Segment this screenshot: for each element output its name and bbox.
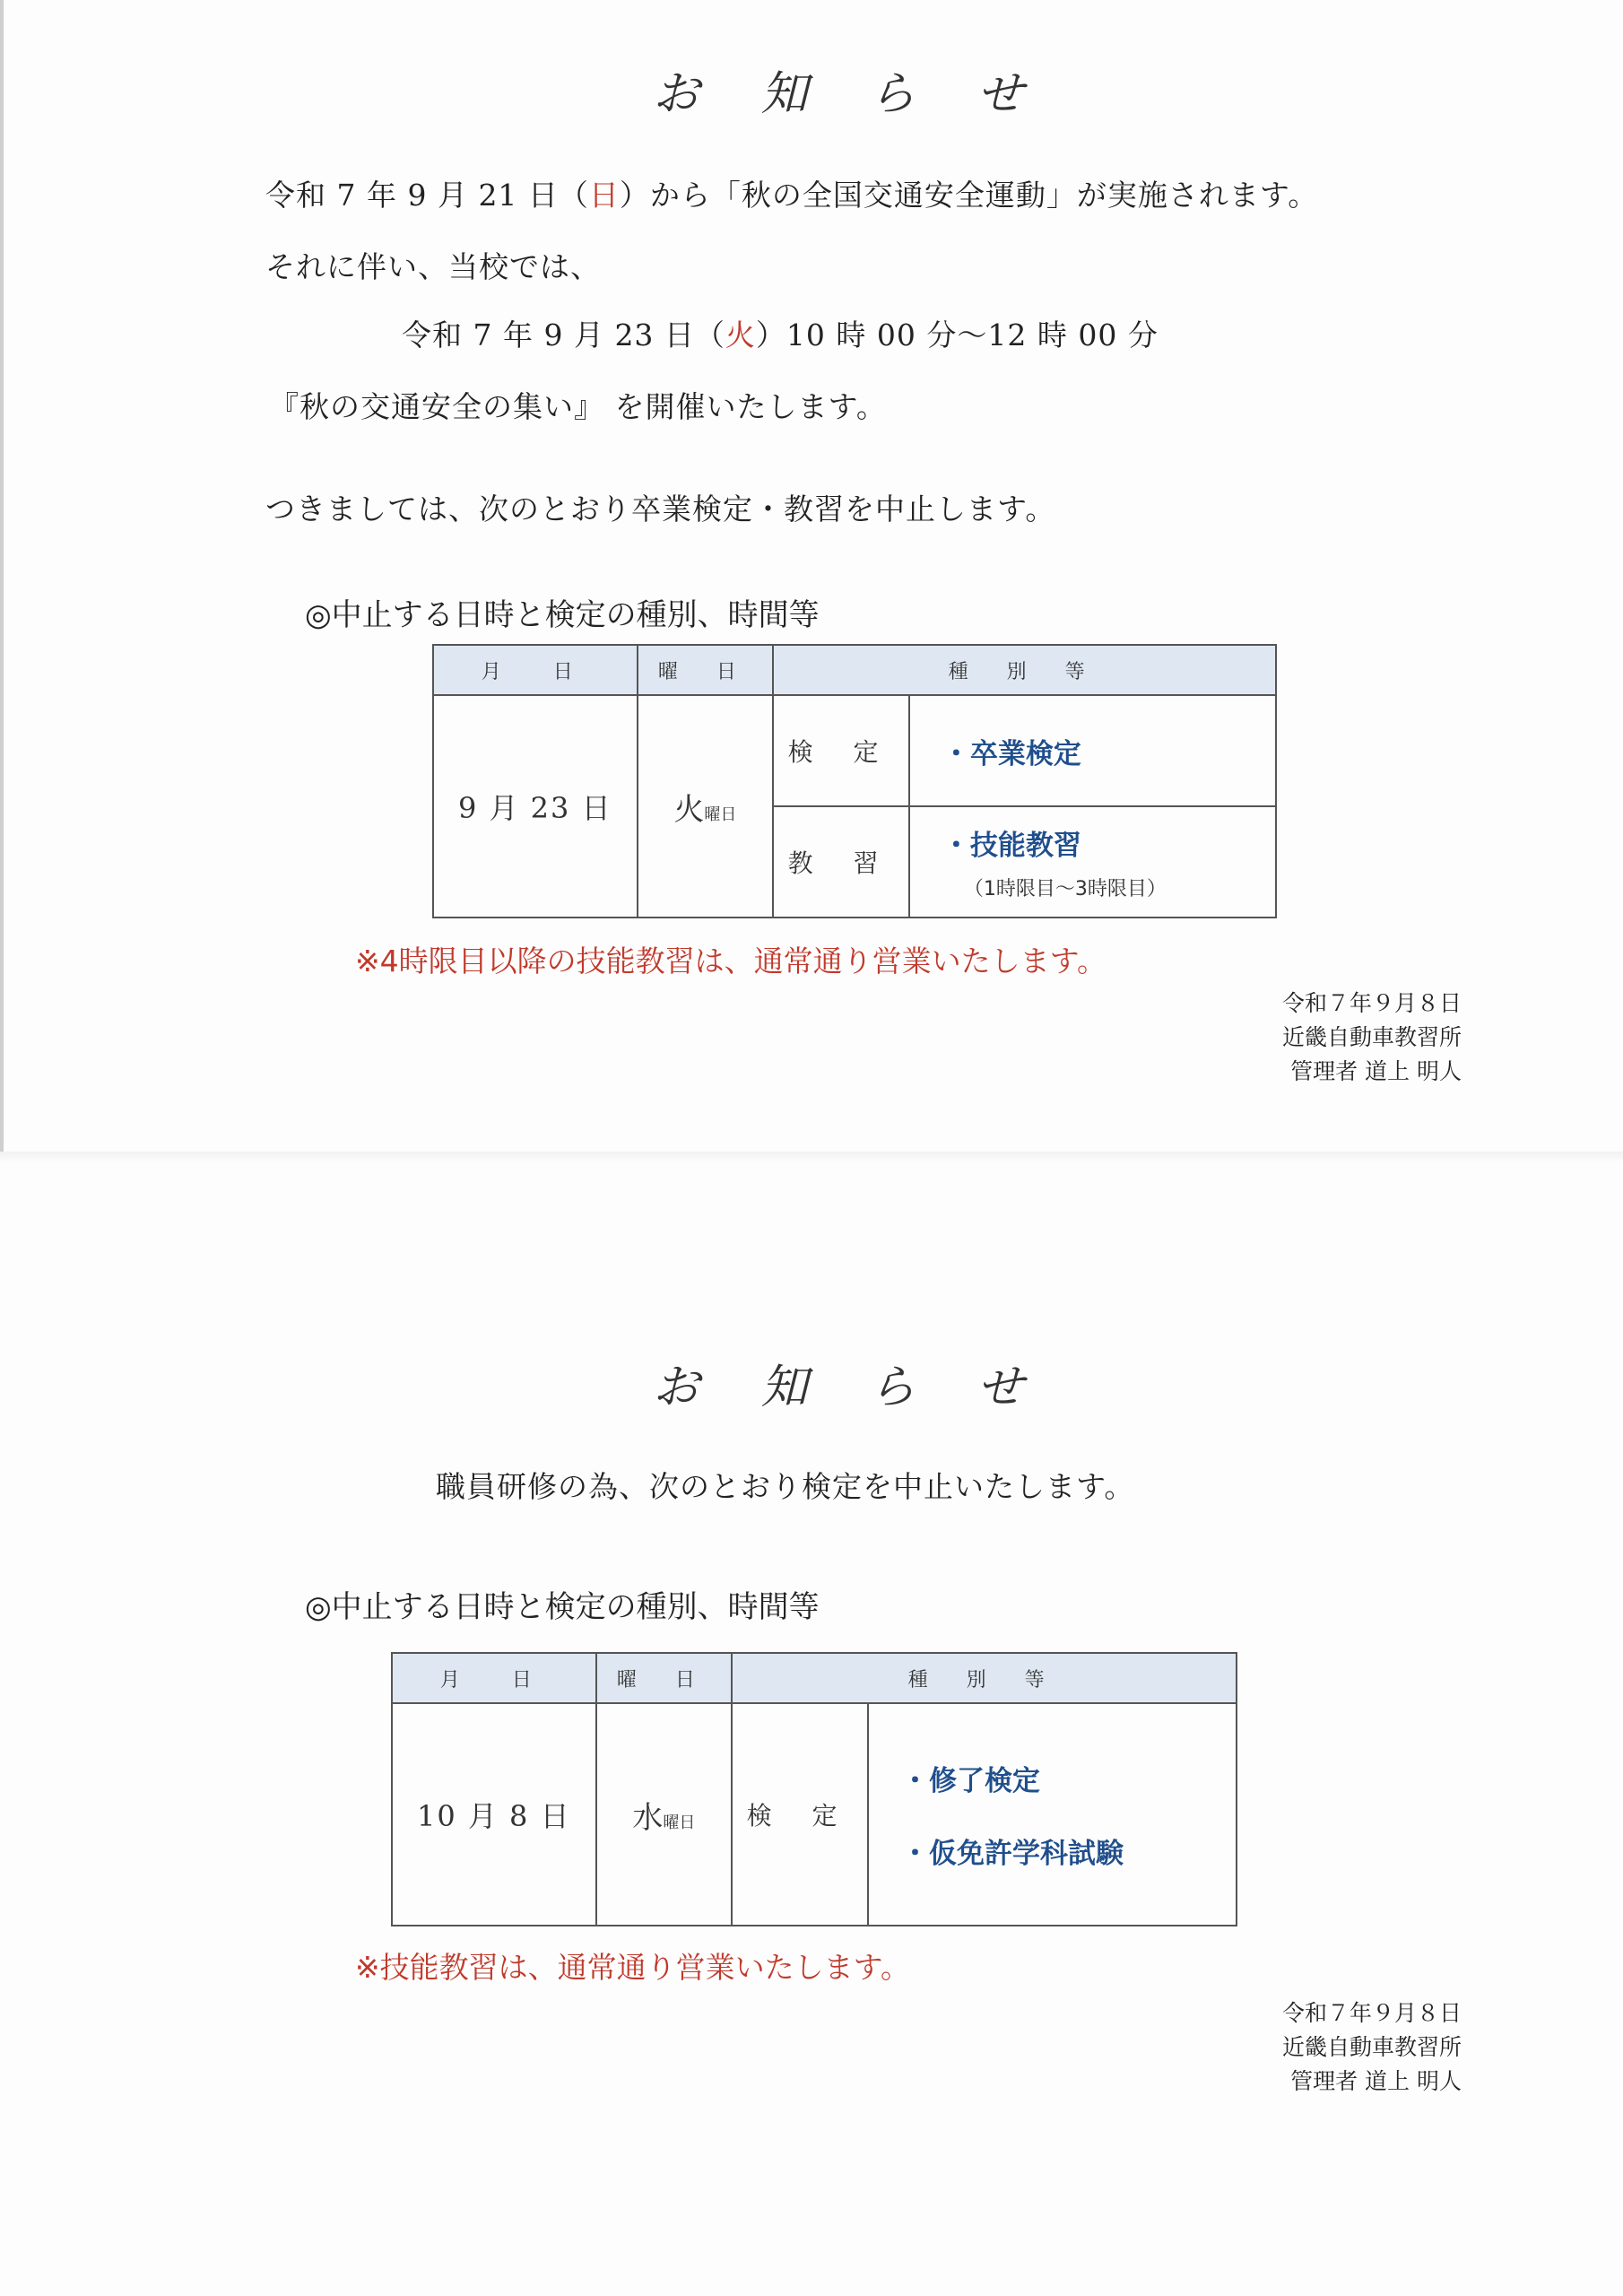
day-suffix: 曜日 <box>663 1813 696 1832</box>
table-row <box>433 695 1276 806</box>
notice1-line3-end: ）10 時 00 分～12 時 00 分 <box>755 317 1159 352</box>
list-item: ・修了検定 <box>900 1765 1040 1797</box>
notice2-section-heading: ◎中止する日時と検定の種別、時間等 <box>305 1589 820 1625</box>
signature-manager: 管理者 道上 明人 <box>1290 2068 1462 2094</box>
notice1-line1 <box>265 172 1318 214</box>
signature-org: 近畿自動車教習所 <box>1281 1024 1462 1050</box>
day-char: 火 <box>673 791 705 828</box>
list-item-sub: （1時限目～3時限目） <box>963 878 1167 900</box>
notice1-schedule-table <box>432 644 1277 918</box>
notice2-note: ※技能教習は、通常通り営業いたします。 <box>355 1950 911 1985</box>
header-category: 種 別 等 <box>732 1653 1237 1703</box>
notice1-note: ※4時限目以降の技能教習は、通常通り営業いたします。 <box>355 944 1107 978</box>
header-category: 種 別 等 <box>773 645 1276 695</box>
cell-items <box>909 806 1276 918</box>
notice1-signature <box>1166 987 1462 1089</box>
header-day: 曜 日 <box>596 1653 733 1703</box>
sheet-edge <box>0 0 4 1157</box>
notice1-line1-start: 令和 7 年 9 月 21 日（ <box>265 178 589 213</box>
notice2-line1: 職員研修の為、次のとおり検定を中止いたします。 <box>436 1469 1135 1504</box>
cell-category: 検 定 <box>773 695 909 806</box>
notice2-signature <box>1166 1996 1462 2099</box>
day-suffix: 曜日 <box>704 804 737 824</box>
notice1-section-heading: ◎中止する日時と検定の種別、時間等 <box>305 597 820 633</box>
header-day: 曜 日 <box>638 645 774 695</box>
notice1-line3-day: 火 <box>725 317 756 352</box>
cell-items <box>909 695 1276 806</box>
notice1-line3-start: 令和 7 年 9 月 23 日（ <box>402 317 725 352</box>
header-date: 月 日 <box>433 645 638 695</box>
list-item: ・卒業検定 <box>942 737 1081 770</box>
notice2-title: お 知 ら せ <box>653 1361 1047 1414</box>
cell-category: 検 定 <box>732 1703 868 1926</box>
signature-org: 近畿自動車教習所 <box>1281 2034 1462 2060</box>
cell-date: 9 月 23 日 <box>433 695 638 918</box>
table-header-row <box>433 645 1276 695</box>
notice2-schedule-table <box>391 1652 1237 1926</box>
cell-day <box>638 695 774 918</box>
signature-manager: 管理者 道上 明人 <box>1290 1058 1462 1084</box>
day-char: 水 <box>632 1799 664 1836</box>
notice1-line4: 『秋の交通安全の集い』 を開催いたします。 <box>269 389 887 424</box>
cell-date: 10 月 8 日 <box>392 1703 596 1926</box>
cell-category: 教 習 <box>773 806 909 918</box>
signature-date: 令和７年９月８日 <box>1281 2000 1462 2026</box>
cell-day <box>596 1703 733 1926</box>
signature-date: 令和７年９月８日 <box>1281 990 1462 1016</box>
table-row <box>392 1703 1237 1926</box>
list-item: ・仮免許学科試験 <box>900 1838 1124 1870</box>
sheet-divider <box>0 1152 1623 1161</box>
cell-items <box>868 1703 1237 1926</box>
notice1-line5: つきましては、次のとおり卒業検定・教習を中止します。 <box>265 491 1056 526</box>
notice1-line1-end: ）から「秋の全国交通安全運動」が実施されます。 <box>619 178 1319 213</box>
table-header-row <box>392 1653 1237 1703</box>
notice1-title: お 知 ら せ <box>653 67 1047 121</box>
list-item: ・技能教習 <box>942 830 1081 862</box>
header-date: 月 日 <box>392 1653 596 1703</box>
notice1-line1-day: 日 <box>588 178 620 213</box>
notice1-line2: それに伴い、当校では、 <box>265 249 601 284</box>
notice1-line3 <box>402 312 1159 354</box>
